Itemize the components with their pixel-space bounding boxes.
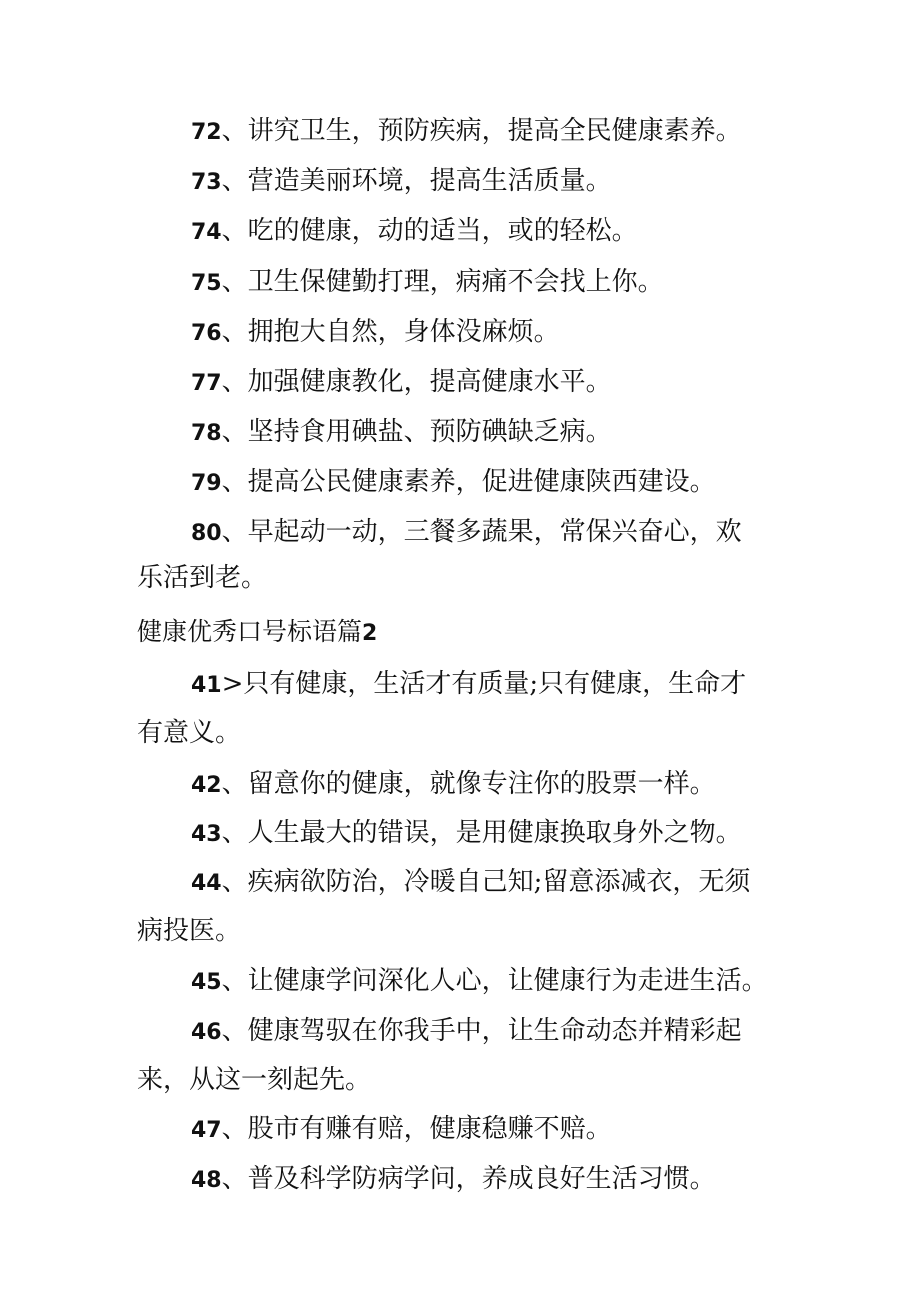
list-item: [0, 362, 920, 402]
list-item: [0, 1109, 920, 1149]
item-number: 47: [191, 1118, 222, 1143]
item-text: 加强健康教化，提高健康水平。: [247, 367, 612, 397]
item-number: 77: [191, 371, 222, 396]
item-text: 疾病欲防治，冷暖自己知;留意添减衣，无须: [247, 867, 751, 897]
item-separator: 、: [221, 517, 248, 547]
item-number: 73: [191, 170, 222, 195]
list-item: [0, 862, 920, 902]
list-item: [0, 512, 920, 552]
item-text: 吃的健康，动的适当，或的轻松。: [247, 216, 638, 246]
item-number: 43: [191, 822, 222, 847]
item-text: 只有健康，生活才有质量;只有健康，生命才: [243, 669, 747, 699]
item-number: 78: [191, 421, 222, 446]
list-item: [0, 764, 920, 804]
item-separator: 、: [221, 818, 248, 848]
item-text-continued: 有意义。: [137, 718, 242, 748]
item-separator: 、: [221, 417, 248, 447]
list-item: [0, 1159, 920, 1199]
section-heading-number: 2: [362, 621, 378, 646]
item-separator: >: [221, 669, 244, 699]
list-item: [0, 412, 920, 452]
item-number: 44: [191, 871, 222, 896]
list-item: [0, 664, 920, 704]
item-number: 48: [191, 1168, 222, 1193]
item-text-continued: 病投医。: [137, 916, 242, 946]
item-number: 76: [191, 321, 222, 346]
item-text: 卫生保健勤打理，病痛不会找上你。: [247, 267, 664, 297]
item-separator: 、: [221, 166, 248, 196]
item-text: 提高公民健康素养，促进健康陕西建设。: [247, 467, 716, 497]
item-text: 拥抱大自然，身体没麻烦。: [247, 317, 560, 347]
list-item: [0, 262, 920, 302]
item-separator: 、: [221, 769, 248, 799]
item-separator: 、: [221, 267, 248, 297]
list-item: [0, 462, 920, 502]
item-separator: 、: [221, 216, 248, 246]
list-item-continuation: [0, 558, 920, 598]
item-separator: 、: [221, 467, 248, 497]
item-separator: 、: [221, 1164, 248, 1194]
item-text: 坚持食用碘盐、预防碘缺乏病。: [247, 417, 612, 447]
item-text: 让健康学问深化人心，让健康行为走进生活。: [247, 966, 768, 996]
item-text: 留意你的健康，就像专注你的股票一样。: [247, 769, 716, 799]
list-item: [0, 1011, 920, 1051]
list-item: [0, 961, 920, 1001]
item-number: 42: [191, 773, 222, 798]
item-text-continued: 来，从这一刻起先。: [137, 1065, 372, 1095]
item-text: 讲究卫生，预防疾病，提高全民健康素养。: [247, 116, 742, 146]
item-text: 营造美丽环境，提高生活质量。: [247, 166, 612, 196]
item-separator: 、: [221, 367, 248, 397]
item-separator: 、: [221, 1114, 248, 1144]
item-separator: 、: [221, 867, 248, 897]
list-item: [0, 211, 920, 251]
section-heading-text: 健康优秀口号标语篇: [137, 617, 363, 646]
item-number: 46: [191, 1020, 222, 1045]
item-number: 80: [191, 521, 222, 546]
list-item-continuation: [0, 911, 920, 951]
item-separator: 、: [221, 116, 248, 146]
item-number: 45: [191, 970, 222, 995]
item-separator: 、: [221, 317, 248, 347]
item-separator: 、: [221, 966, 248, 996]
item-text: 股市有赚有赔，健康稳赚不赔。: [247, 1114, 612, 1144]
item-text: 健康驾驭在你我手中，让生命动态并精彩起: [247, 1016, 742, 1046]
list-item: [0, 312, 920, 352]
item-text: 人生最大的错误，是用健康换取身外之物。: [247, 818, 742, 848]
item-number: 41: [191, 673, 222, 698]
item-text: 早起动一动，三餐多蔬果，常保兴奋心，欢: [247, 517, 742, 547]
section-heading: [0, 612, 920, 652]
item-separator: 、: [221, 1016, 248, 1046]
item-number: 75: [191, 271, 222, 296]
item-text: 普及科学防病学问，养成良好生活习惯。: [247, 1164, 716, 1194]
item-number: 74: [191, 220, 222, 245]
list-item: [0, 111, 920, 151]
item-number: 72: [191, 120, 222, 145]
list-item: [0, 161, 920, 201]
item-text-continued: 乐活到老。: [137, 563, 268, 593]
item-number: 79: [191, 471, 222, 496]
list-item-continuation: [0, 713, 920, 753]
list-item-continuation: [0, 1060, 920, 1100]
list-item: [0, 813, 920, 853]
